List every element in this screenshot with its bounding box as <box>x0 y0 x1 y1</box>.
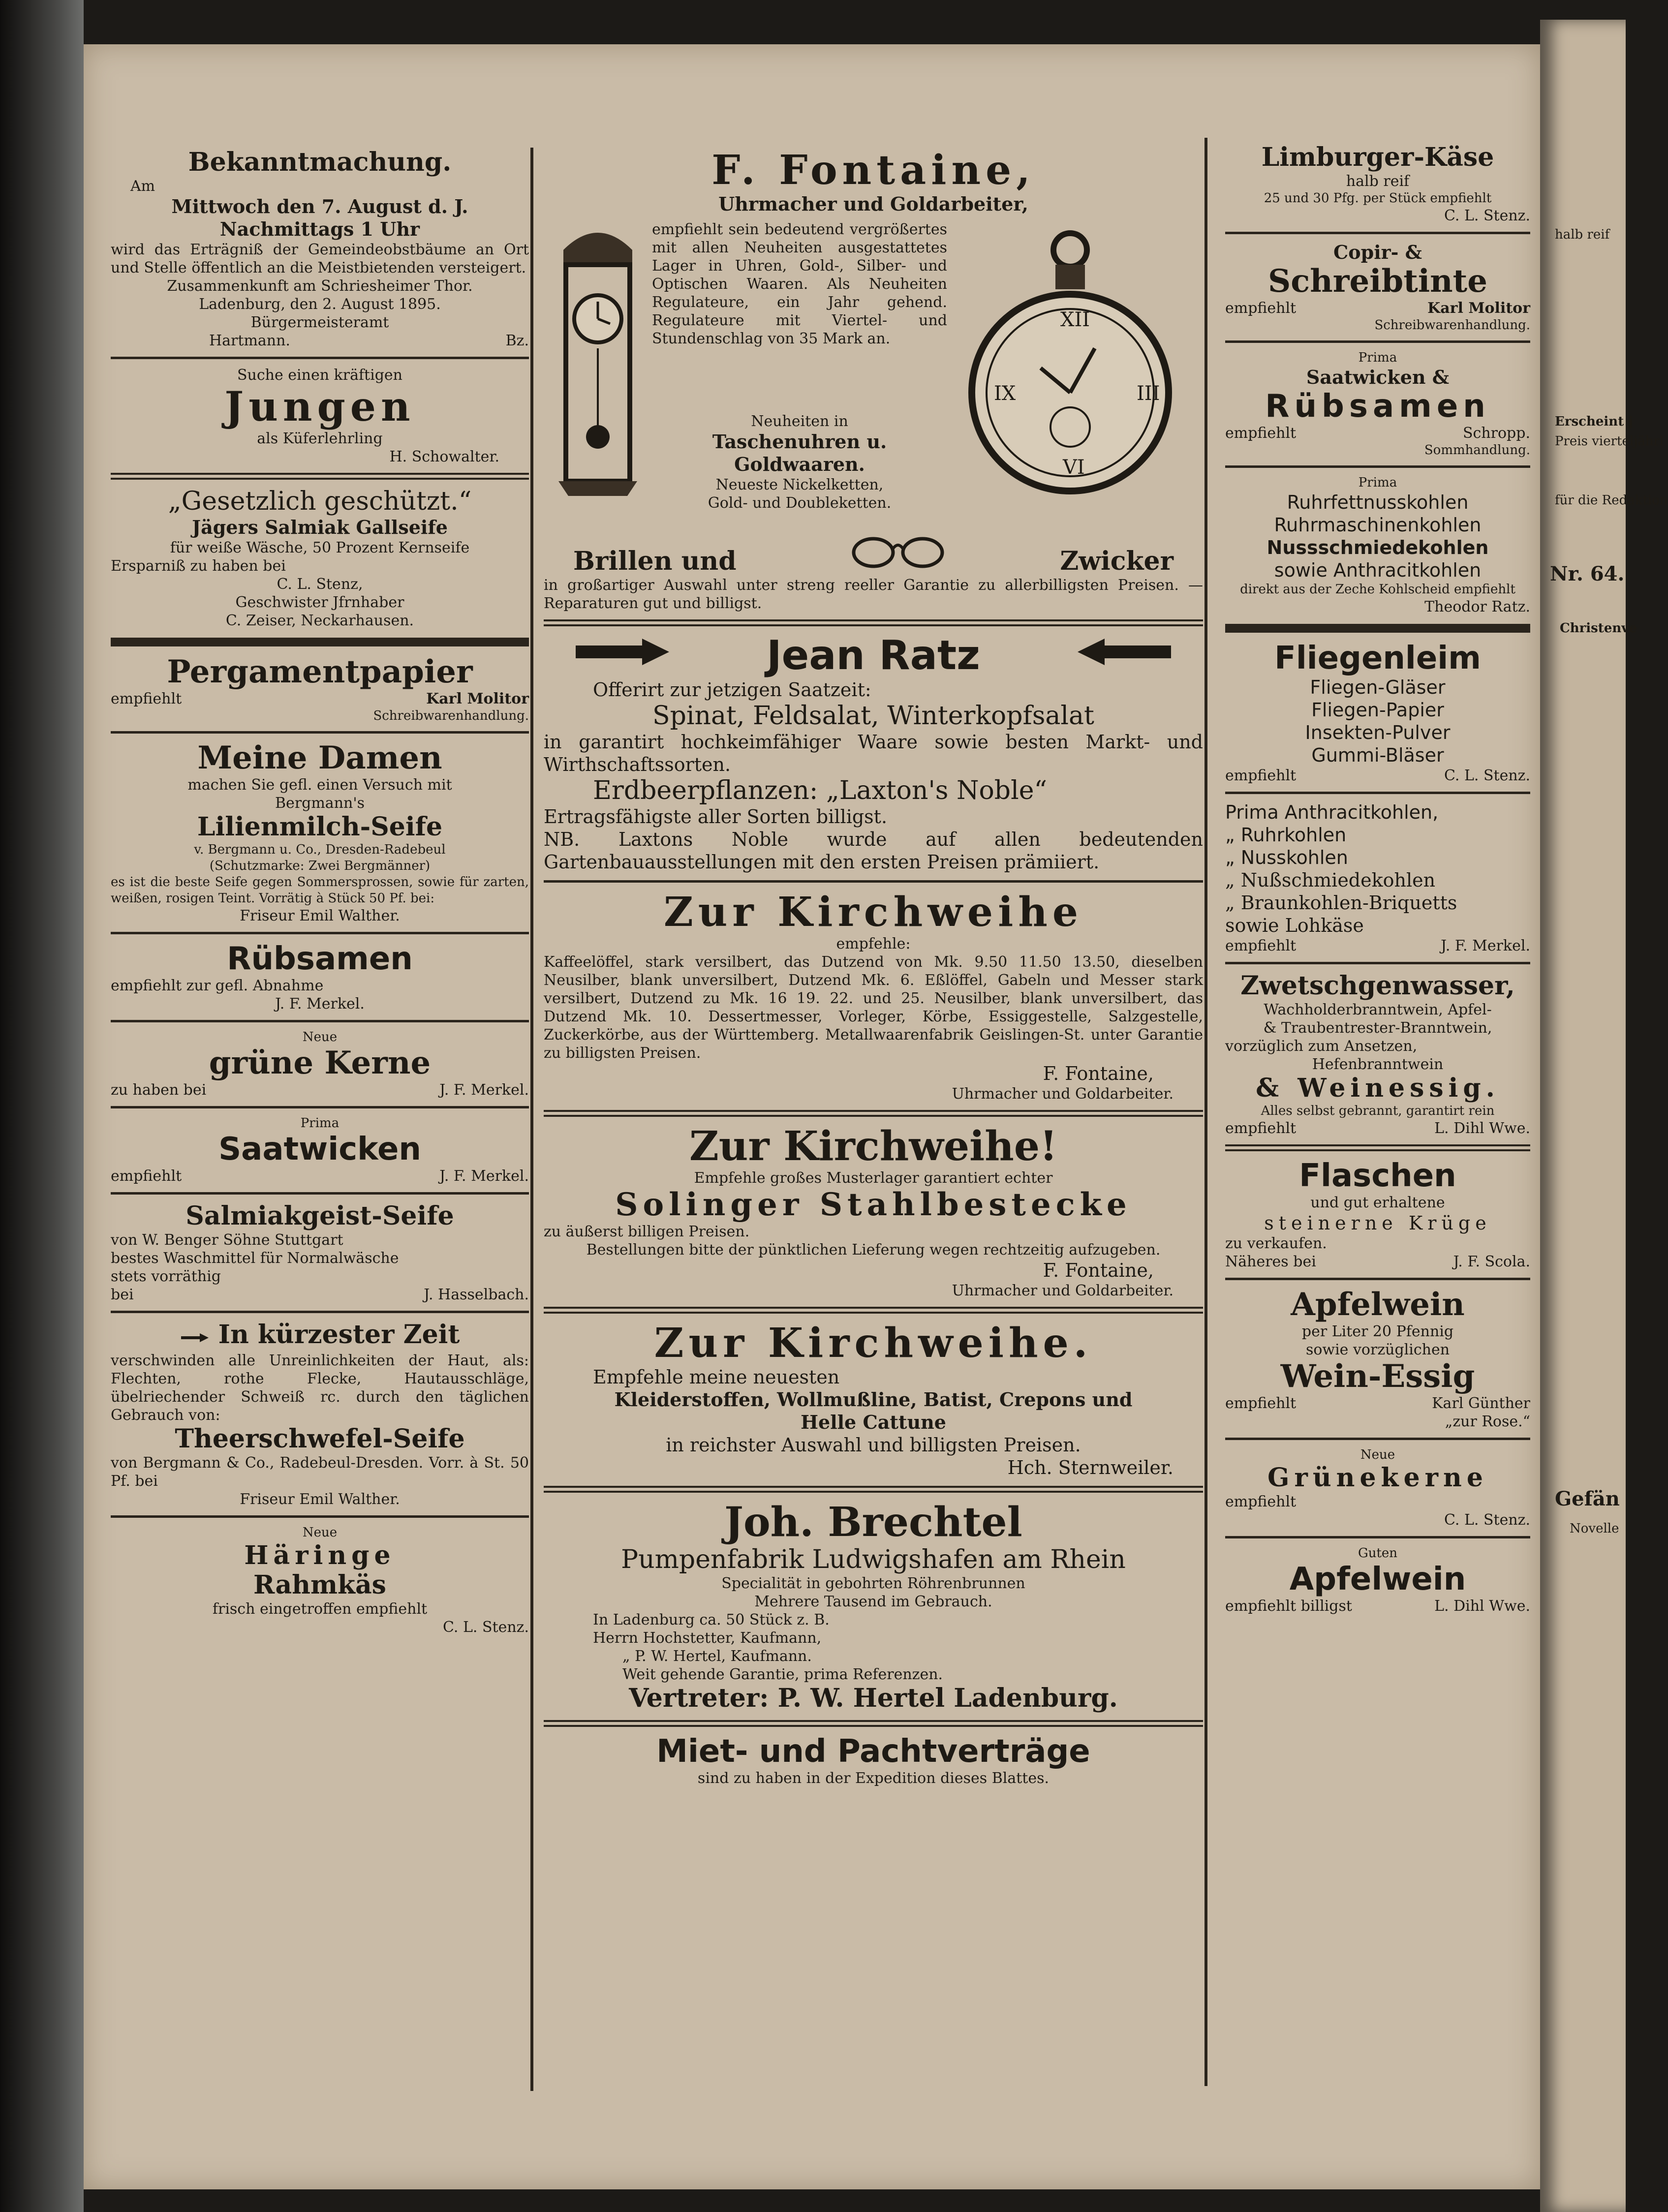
text-line: Insekten-Pulver <box>1305 722 1451 743</box>
vendor-name: L. Dihl Wwe. <box>1434 1120 1530 1137</box>
text-line: Gummi-Bläser <box>1311 744 1444 766</box>
vendor-name: F. Fontaine, <box>1043 1063 1154 1084</box>
text-line: Neuheiten in <box>751 413 848 430</box>
text-line: Uhrmacher und Goldarbeiter, <box>718 193 1028 215</box>
text-line: empfiehlt <box>1225 937 1297 954</box>
ad-headline: Solinger Stahlbestecke <box>615 1186 1132 1223</box>
ad-headline: Limburger-Käse <box>1261 142 1494 172</box>
divider-thick <box>1225 624 1530 633</box>
text-line: steinerne Krüge <box>1264 1212 1491 1234</box>
ad-body: empfiehlt sein bedeutend vergrößertes mit allen Neuheiten ausgestattetes Lager in Uhren, Gold-, Silber- und Optischen Waaren. Als Neuheiten Regulateure, ein Jahr gehend. Regulateure mit Viertel- und Stundenschlag von 35 Mark an. <box>652 221 947 347</box>
ad-headline: Zur Kirchweihe <box>663 889 1083 936</box>
text-line: Gefän <box>1555 1487 1620 1510</box>
vendor-name: Friseur Emil Walther. <box>240 1490 400 1508</box>
ad-saatwicken <box>111 1115 529 1185</box>
vendor-name: L. Dihl Wwe. <box>1434 1598 1530 1615</box>
text-line: Mittwoch den 7. August d. J. <box>171 195 468 217</box>
text-line: Ersparniß zu haben bei <box>111 557 286 575</box>
column-center <box>544 98 1203 1787</box>
ad-headline: Apfelwein <box>1289 1561 1466 1598</box>
text-line: Sommhandlung. <box>1424 443 1530 458</box>
text-line: Taschenuhren u. Goldwaaren. <box>712 430 887 475</box>
ad-salmiakgeist-seife <box>111 1201 529 1304</box>
text-line: zu haben bei <box>111 1081 207 1099</box>
svg-text:III: III <box>1137 382 1160 405</box>
ad-kuerzester-zeit <box>111 1320 529 1508</box>
ad-headline: Schreibtinte <box>1268 263 1487 300</box>
divider <box>111 473 529 480</box>
text-line: Pumpenfabrik Ludwigshafen am Rhein <box>621 1545 1126 1574</box>
issue-number: Nr. 64. <box>1550 562 1625 585</box>
pointing-hand-icon <box>180 1322 210 1352</box>
text-line: per Liter 20 Pfennig <box>1301 1323 1454 1340</box>
text-line: Ladenburg, den 2. August 1895. <box>199 296 441 313</box>
text-line: als Küferlehrling <box>257 430 383 447</box>
ad-headline: „Gesetzlich geschützt.“ <box>168 487 472 516</box>
text-line: „ Nußschmiedekohlen <box>1225 869 1436 891</box>
regulator-clock-icon <box>549 220 647 498</box>
text-line: & Traubentrester-Branntwein, <box>1263 1019 1492 1037</box>
divider <box>544 880 1203 883</box>
text-line: In Ladenburg ca. 50 Stück z. B. <box>593 1611 830 1628</box>
ad-headline: Häringe <box>244 1540 396 1570</box>
text-line: Schreibwarenhandlung. <box>373 708 529 723</box>
signature-name: Hartmann. <box>209 332 290 349</box>
text-line: Uhrmacher und Goldarbeiter. <box>952 1282 1174 1299</box>
column-left <box>111 98 529 1636</box>
vendor-name: J. Hasselbach. <box>424 1286 529 1303</box>
text-line: Christenve <box>1560 621 1637 636</box>
divider <box>1225 792 1530 794</box>
ad-headline: Brillen und <box>573 546 737 576</box>
text-line: stets vorräthig <box>111 1268 221 1285</box>
ad-salmiak-gallseife <box>111 487 529 630</box>
text-line: Uhrmacher und Goldarbeiter. <box>952 1085 1174 1103</box>
text-line: Vertreter: P. W. Hertel Ladenburg. <box>629 1683 1118 1713</box>
ad-body: Kaffeelöffel, stark versilbert, das Dutzend von Mk. 9.50 11.50 13.50, dieselben Neusilber, blank unversilbert, Dutzend Mk. 6. Eßlöffel, Gabeln und Messer stark versilbert, Dutzend zu Mk. 16 19. 22. und 25. Neusilber, blank unversilbert, das Dutzend Mk. 10. Dessertmesser, Vorleger, Körbe, Essiggestelle, Salzgestelle, Zuckerkörbe, aus der Württemberg. Metallwaarenfabrik Geislingen-St. unter Garantie zu billigsten Preisen. <box>544 953 1203 1062</box>
ad-anthracitkohlen <box>1225 801 1530 955</box>
text-line: Ruhrfettnusskohlen <box>1287 492 1469 513</box>
text-line: bei <box>111 1286 134 1303</box>
ad-ruebsamen-right <box>1225 350 1530 459</box>
text-line: v. Bergmann u. Co., Dresden-Radebeul <box>194 842 446 857</box>
ad-headline: Zwicker <box>1060 546 1174 576</box>
text-line: empfiehlt <box>1225 767 1297 784</box>
divider-thick <box>111 638 529 646</box>
divider <box>544 1110 1203 1117</box>
divider <box>111 1106 529 1108</box>
ad-headline: Joh. Brechtel <box>724 1499 1022 1546</box>
divider <box>1225 1536 1530 1538</box>
text-line: Empfehle großes Musterlager garantiert echter <box>694 1169 1053 1187</box>
vendor-name: C. L. Stenz, <box>277 576 363 593</box>
ad-headline: Zur Kirchweihe. <box>654 1320 1093 1367</box>
ad-headline: In kürzester Zeit <box>218 1320 460 1350</box>
ad-body: in großartiger Auswahl unter streng reeller Garantie zu allerbilligsten Preisen. — Reparaturen gut und billigst. <box>544 577 1203 612</box>
text-line: für die Redaktion <box>1555 493 1668 508</box>
vendor-name: C. L. Stenz. <box>1444 767 1530 784</box>
text-line: Copir- & <box>1333 241 1422 263</box>
pointing-hand-left-icon <box>1075 635 1174 671</box>
text-line: sind zu haben in der Expedition dieses Blattes. <box>697 1770 1050 1787</box>
divider <box>544 619 1203 626</box>
text-line: Bürgermeisteramt <box>250 314 389 331</box>
divider <box>1225 232 1530 234</box>
ad-headline: Rübsamen <box>1265 388 1490 425</box>
vendor-name: Karl Günther <box>1432 1395 1530 1412</box>
vendor-name: J. F. Merkel. <box>439 1167 529 1185</box>
text-line: Suche einen kräftigen <box>237 367 402 384</box>
pocket-watch-icon <box>967 220 1174 498</box>
text-line: machen Sie gefl. einen Versuch mit <box>187 776 452 794</box>
ad-haeringe <box>111 1525 529 1636</box>
ad-headline: & Weinessig. <box>1256 1073 1500 1103</box>
divider <box>111 1515 529 1518</box>
text-line: „ Ruhrkohlen <box>1225 824 1347 846</box>
ad-body: es ist die beste Seife gegen Sommersprossen, sowie für zarten, weißen, rosigen Teint. Vorrätig à Stück 50 Pf. bei: <box>111 875 529 906</box>
text-line: 25 und 30 Pfg. per Stück empfiehlt <box>1264 191 1492 206</box>
vendor-name: F. Fontaine, <box>1043 1260 1154 1281</box>
text-line: Neue <box>302 1030 338 1045</box>
text-line: Helle Cattune <box>801 1411 946 1433</box>
vendor-name: C. L. Stenz. <box>1444 1511 1530 1529</box>
divider <box>1225 962 1530 964</box>
text-line: „ P. W. Hertel, Kaufmann. <box>622 1648 812 1665</box>
text-line: Weit gehende Garantie, prima Referenzen. <box>622 1666 943 1683</box>
vendor-name: J. F. Merkel. <box>1441 937 1530 954</box>
ad-pergamentpapier <box>111 654 529 724</box>
ad-brechtel <box>544 1500 1203 1713</box>
text-line: Neue <box>1360 1447 1395 1462</box>
ad-body: NB. Laxtons Noble wurde auf allen bedeutenden Gartenbauausstellungen mit den ersten Preisen prämiiert. <box>544 829 1203 873</box>
text-line: Saatwicken & <box>1306 366 1450 388</box>
vendor-name: C. L. Stenz. <box>443 1618 529 1636</box>
text-line: „zur Rose.“ <box>1445 1413 1530 1430</box>
divider <box>111 1311 529 1313</box>
text-line: empfiehlt <box>1225 300 1297 317</box>
text-line: halb reif <box>1346 173 1410 190</box>
ad-kirchweihe-solinger <box>544 1124 1203 1300</box>
text-line: halb reif <box>1555 227 1610 242</box>
svg-text:XII: XII <box>1060 308 1090 331</box>
ad-headline: Rübsamen <box>227 941 413 977</box>
adjacent-page-edge <box>1540 20 1668 2212</box>
vendor-name: Schropp. <box>1462 425 1530 442</box>
ad-body: von Bergmann & Co., Radebeul-Dresden. Vorr. à St. 50 Pf. bei <box>111 1454 529 1490</box>
ad-jungen <box>111 366 529 466</box>
ad-headline: Lilienmilch-Seife <box>197 812 443 842</box>
divider <box>1225 1438 1530 1440</box>
vendor-name: Karl Molitor <box>1427 300 1530 317</box>
text-line: Guten <box>1358 1546 1398 1561</box>
ad-mietvertraege <box>544 1734 1203 1787</box>
spectacles-icon <box>849 530 947 572</box>
ad-headline: Jungen <box>224 383 415 430</box>
column-right <box>1225 98 1530 1615</box>
text-line: Näheres bei <box>1225 1253 1316 1270</box>
text-line: Spinat, Feldsalat, Winterkopfsalat <box>652 701 1094 731</box>
vendor-name: Theodor Ratz. <box>1424 598 1530 615</box>
ad-headline: grüne Kerne <box>209 1045 431 1081</box>
ad-apfelwein <box>1225 1287 1530 1431</box>
divider <box>111 1020 529 1022</box>
ad-meine-damen <box>111 740 529 925</box>
ad-schreibtinte <box>1225 241 1530 334</box>
text-line: in reichster Auswahl und billigsten Preisen. <box>666 1434 1081 1456</box>
text-line: empfiehlt <box>111 1167 182 1185</box>
ad-headline: Apfelwein <box>1291 1286 1465 1323</box>
text-line: für weiße Wäsche, 50 Prozent Kernseife <box>170 539 470 556</box>
text-line: zu äußerst billigen Preisen. <box>544 1223 750 1240</box>
text-line: Ruhrmaschinenkohlen <box>1274 514 1482 536</box>
ad-title: Bekanntmachung. <box>188 147 452 177</box>
vendor-name: Friseur Emil Walther. <box>240 907 400 924</box>
ad-body: verschwinden alle Unreinlichkeiten der Haut, als: Flechten, rothe Flecke, Hautausschläge, übelriechender Schweiß rc. durch den täglichen Gebrauch von: <box>111 1352 529 1424</box>
text-line: Ertragsfähigste aller Sorten billigst. <box>544 806 888 828</box>
ad-fliegenleim <box>1225 641 1530 785</box>
text-line: empfiehlt billigst <box>1225 1598 1352 1615</box>
divider <box>111 932 529 934</box>
text-line: vorzüglich zum Ansetzen, <box>1225 1038 1418 1055</box>
svg-text:VI: VI <box>1063 456 1085 479</box>
column-rule-1 <box>530 148 533 2091</box>
ad-headline: Salmiakgeist-Seife <box>185 1201 454 1231</box>
text-line: Jägers Salmiak Gallseife <box>192 516 448 538</box>
ad-headline: Zwetschgenwasser, <box>1240 971 1515 1001</box>
ad-apfelwein-guten <box>1225 1545 1530 1615</box>
text-line: Prima <box>300 1116 340 1131</box>
divider <box>544 1307 1203 1314</box>
text-line: Zusammenkunft am Schriesheimer Thor. <box>167 277 473 295</box>
text-line: Nachmittags 1 Uhr <box>219 218 420 240</box>
vendor-name: C. L. Stenz. <box>1444 207 1530 224</box>
vendor-name: Hch. Sternweiler. <box>1007 1457 1174 1478</box>
ad-flaschen <box>1225 1158 1530 1271</box>
ad-headline: Saatwicken <box>218 1131 421 1167</box>
vendor-name: J. F. Merkel. <box>275 995 365 1013</box>
text-line: direkt aus der Zeche Kohlscheid empfiehlt <box>1240 582 1515 597</box>
signature-name: H. Schowalter. <box>389 448 499 465</box>
book-spine-edge <box>0 0 84 2212</box>
text-line: sowie vorzüglichen <box>1305 1341 1450 1358</box>
text-line: Fliegen-Gläser <box>1310 676 1446 698</box>
text-line: Erdbeerpflanzen: „Laxton's Noble“ <box>593 776 1048 805</box>
text-line: empfiehlt <box>1225 1395 1297 1412</box>
ad-body: in garantirt hochkeimfähiger Waare sowie besten Markt- und Wirthschaftssorten. <box>544 731 1203 775</box>
ad-ruebsamen <box>111 941 529 1013</box>
text-line: bestes Waschmittel für Normalwäsche <box>111 1250 399 1267</box>
text-line: empfiehlt <box>1225 1493 1297 1510</box>
text-line: Bergmann's <box>275 795 365 812</box>
text-line: Prima <box>1358 475 1397 490</box>
ad-headline: Rahmkäs <box>253 1569 386 1600</box>
vendor-name: Geschwister Jfrnhaber <box>235 594 404 611</box>
text-line: Alles selbst gebrannt, garantirt rein <box>1261 1104 1495 1118</box>
divider <box>544 1720 1203 1727</box>
divider <box>1225 340 1530 343</box>
text-line: Am <box>130 178 155 195</box>
text-line: empfiehlt <box>111 690 182 707</box>
ad-headline: Theerschwefel-Seife <box>175 1423 465 1454</box>
ad-gruene-kerne <box>111 1029 529 1099</box>
ad-headline: Flaschen <box>1299 1158 1456 1194</box>
text-line: zu verkaufen. <box>1225 1235 1327 1252</box>
ad-headline: Pergamentpapier <box>167 653 473 690</box>
ad-limburger <box>1225 143 1530 225</box>
ad-bekanntmachung <box>111 148 529 350</box>
text-line: Mehrere Tausend im Gebrauch. <box>754 1593 992 1610</box>
ad-headline: Miet- und Pachtverträge <box>656 1733 1090 1770</box>
ad-gruenekerne <box>1225 1447 1530 1529</box>
text-line: Prima Anthracitkohlen, <box>1225 801 1439 823</box>
vendor-name: Karl Molitor <box>426 690 529 707</box>
ad-headline: Meine Damen <box>197 739 442 776</box>
text-line: Neueste Nickelketten, <box>715 476 884 493</box>
divider <box>111 1192 529 1195</box>
pointing-hand-right-icon <box>573 635 672 671</box>
ad-fontaine <box>544 148 1203 613</box>
text-line: Novelle <box>1570 1521 1619 1536</box>
text-line: empfiehlt <box>1225 1120 1297 1137</box>
text-line: Offerirt zur jetzigen Saatzeit: <box>593 679 871 701</box>
text-line: Gold- und Doubleketten. <box>708 494 892 512</box>
ad-headline: Wein-Essig <box>1280 1358 1475 1395</box>
text-line: und gut erhaltene <box>1310 1194 1445 1211</box>
text-line: Kleiderstoffen, Wollmußline, Batist, Crepons und <box>614 1388 1133 1411</box>
ad-headline: Jean Ratz <box>767 632 980 679</box>
ad-jean-ratz <box>544 633 1203 873</box>
text-line: Specialität in gebohrten Röhrenbrunnen <box>721 1575 1025 1592</box>
text-line: Wachholderbranntwein, Apfel- <box>1264 1001 1492 1018</box>
vendor-name: J. F. Merkel. <box>439 1081 529 1099</box>
text-line: Neue <box>302 1525 338 1540</box>
ad-ruhrkohlen <box>1225 475 1530 616</box>
divider <box>1225 465 1530 468</box>
ad-kirchweihe-stoffe <box>544 1321 1203 1479</box>
vendor-name: J. F. Scola. <box>1453 1253 1530 1270</box>
ad-title: F. Fontaine, <box>711 147 1035 194</box>
ad-headline: Grünekerne <box>1267 1463 1488 1493</box>
vendor-name: C. Zeiser, Neckarhausen. <box>225 612 414 629</box>
divider <box>544 1486 1203 1493</box>
text-line: Bz. <box>505 332 529 349</box>
text-line: Schreibwarenhandlung. <box>1374 318 1530 333</box>
ad-body: wird das Erträgniß der Gemeindeobstbäume an Ort und Stelle öffentlich an die Meistbietenden versteigert. <box>111 241 529 276</box>
text-line: Preis vierteljährl <box>1555 434 1664 449</box>
text-line: sowie Anthracitkohlen <box>1274 559 1482 581</box>
text-line: empfiehlt zur gefl. Abnahme <box>111 977 324 994</box>
text-line: frisch eingetroffen empfiehlt <box>212 1600 428 1618</box>
text-line: (Schutzmarke: Zwei Bergmänner) <box>209 859 431 873</box>
text-line: Nussschmiedekohlen <box>1266 537 1489 558</box>
ad-headline: Zur Kirchweihe! <box>689 1123 1058 1170</box>
ad-zwetschgenwasser <box>1225 971 1530 1137</box>
text-line: Hefenbranntwein <box>1312 1056 1444 1073</box>
text-line: Prima <box>1358 350 1397 365</box>
ad-headline: Fliegenleim <box>1274 640 1481 676</box>
divider <box>111 731 529 734</box>
text-line: Fliegen-Papier <box>1311 699 1444 721</box>
text-line: empfiehlt <box>1225 425 1297 442</box>
text-line: „ Nusskohlen <box>1225 847 1348 868</box>
svg-text:IX: IX <box>994 382 1016 405</box>
text-line: von W. Benger Söhne Stuttgart <box>111 1231 343 1249</box>
text-line: Bestellungen bitte der pünktlichen Lieferung wegen rechtzeitig aufzugeben. <box>586 1241 1161 1259</box>
divider <box>1225 1278 1530 1280</box>
text-line: Erscheint j <box>1555 414 1633 429</box>
text-line: Empfehle meine neuesten <box>593 1366 840 1388</box>
text-line: „ Braunkohlen-Briquetts <box>1225 892 1457 914</box>
text-line: sowie Lohkäse <box>1225 915 1364 936</box>
column-rule-2 <box>1205 138 1207 2086</box>
text-line: Herrn Hochstetter, Kaufmann, <box>593 1629 822 1647</box>
divider <box>1225 1144 1530 1151</box>
divider <box>111 357 529 359</box>
text-line: empfehle: <box>836 935 911 952</box>
ad-kirchweihe-besteck <box>544 890 1203 1103</box>
